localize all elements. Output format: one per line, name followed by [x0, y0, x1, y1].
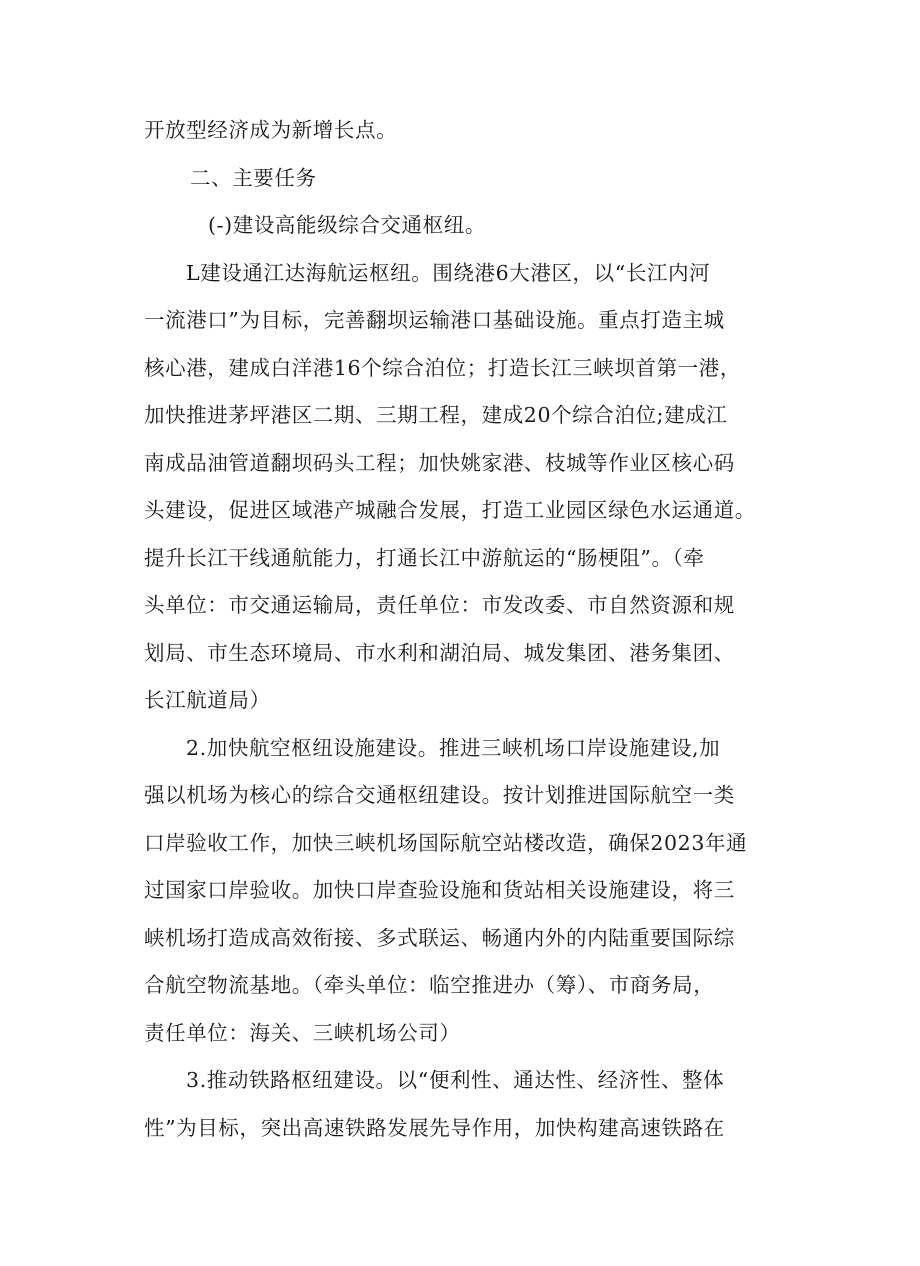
text-line: 划局、市生态环境局、市水利和湖泊局、城发集团、港务集团、: [144, 641, 735, 665]
text-line: 提升长江干线通航能力，打通长江中游航运的“肠梗阻”。（牵: [144, 546, 705, 570]
text-line: 峡机场打造成高效衔接、多式联运、畅通内外的内陆重要国际综: [144, 926, 735, 950]
paragraph-first-line: 2.加快航空枢纽设施建设。推进三峡机场口岸设施建设,加: [186, 736, 721, 760]
text-line: 开放型经济成为新增长点。: [144, 118, 398, 142]
text-line: 核心港，建成白洋港16个综合泊位；打造长江三峡坝首第一港，: [144, 356, 741, 380]
text-line: 过国家口岸验收。加快口岸查验设施和货站相关设施建设，将三: [144, 878, 735, 902]
text-line: 长江航道局）: [144, 688, 271, 712]
text-line: 性”为目标，突出高速铁路发展先导作用，加快构建高速铁路在: [144, 1116, 725, 1140]
text-line: 头单位：市交通运输局，责任单位：市发改委、市自然资源和规: [144, 593, 735, 617]
subsection-heading: (-)建设高能级综合交通枢纽。: [208, 213, 486, 237]
paragraph-first-line: 3.推动铁路枢纽建设。以“便利性、通达性、经济性、整体: [186, 1068, 725, 1092]
text-line: 口岸验收工作，加快三峡机场国际航空站楼改造，确保2023年通: [144, 831, 748, 855]
text-line: 强以机场为核心的综合交通枢纽建设。按计划推进国际航空一类: [144, 783, 735, 807]
section-heading: 二、主要任务: [190, 166, 317, 190]
text-line: 一流港口”为目标，完善翻坝运输港口基础设施。重点打造主城: [144, 308, 725, 332]
paragraph-first-line: L建设通江达海航运枢纽。围绕港6大港区，以“长江内河: [186, 261, 711, 285]
text-line: 南成品油管道翻坝码头工程；加快姚家港、枝城等作业区核心码: [144, 451, 735, 475]
text-line: 合航空物流基地。（牵头单位：临空推进办（筹）、市商务局，: [144, 973, 715, 997]
text-line: 加快推进茅坪港区二期、三期工程，建成20个综合泊位;建成江: [144, 403, 728, 427]
text-line: 头建设，促进区域港产城融合发展，打造工业园区绿色水运通道。: [144, 498, 756, 522]
text-line: 责任单位：海关、三峡机场公司）: [144, 1021, 461, 1045]
